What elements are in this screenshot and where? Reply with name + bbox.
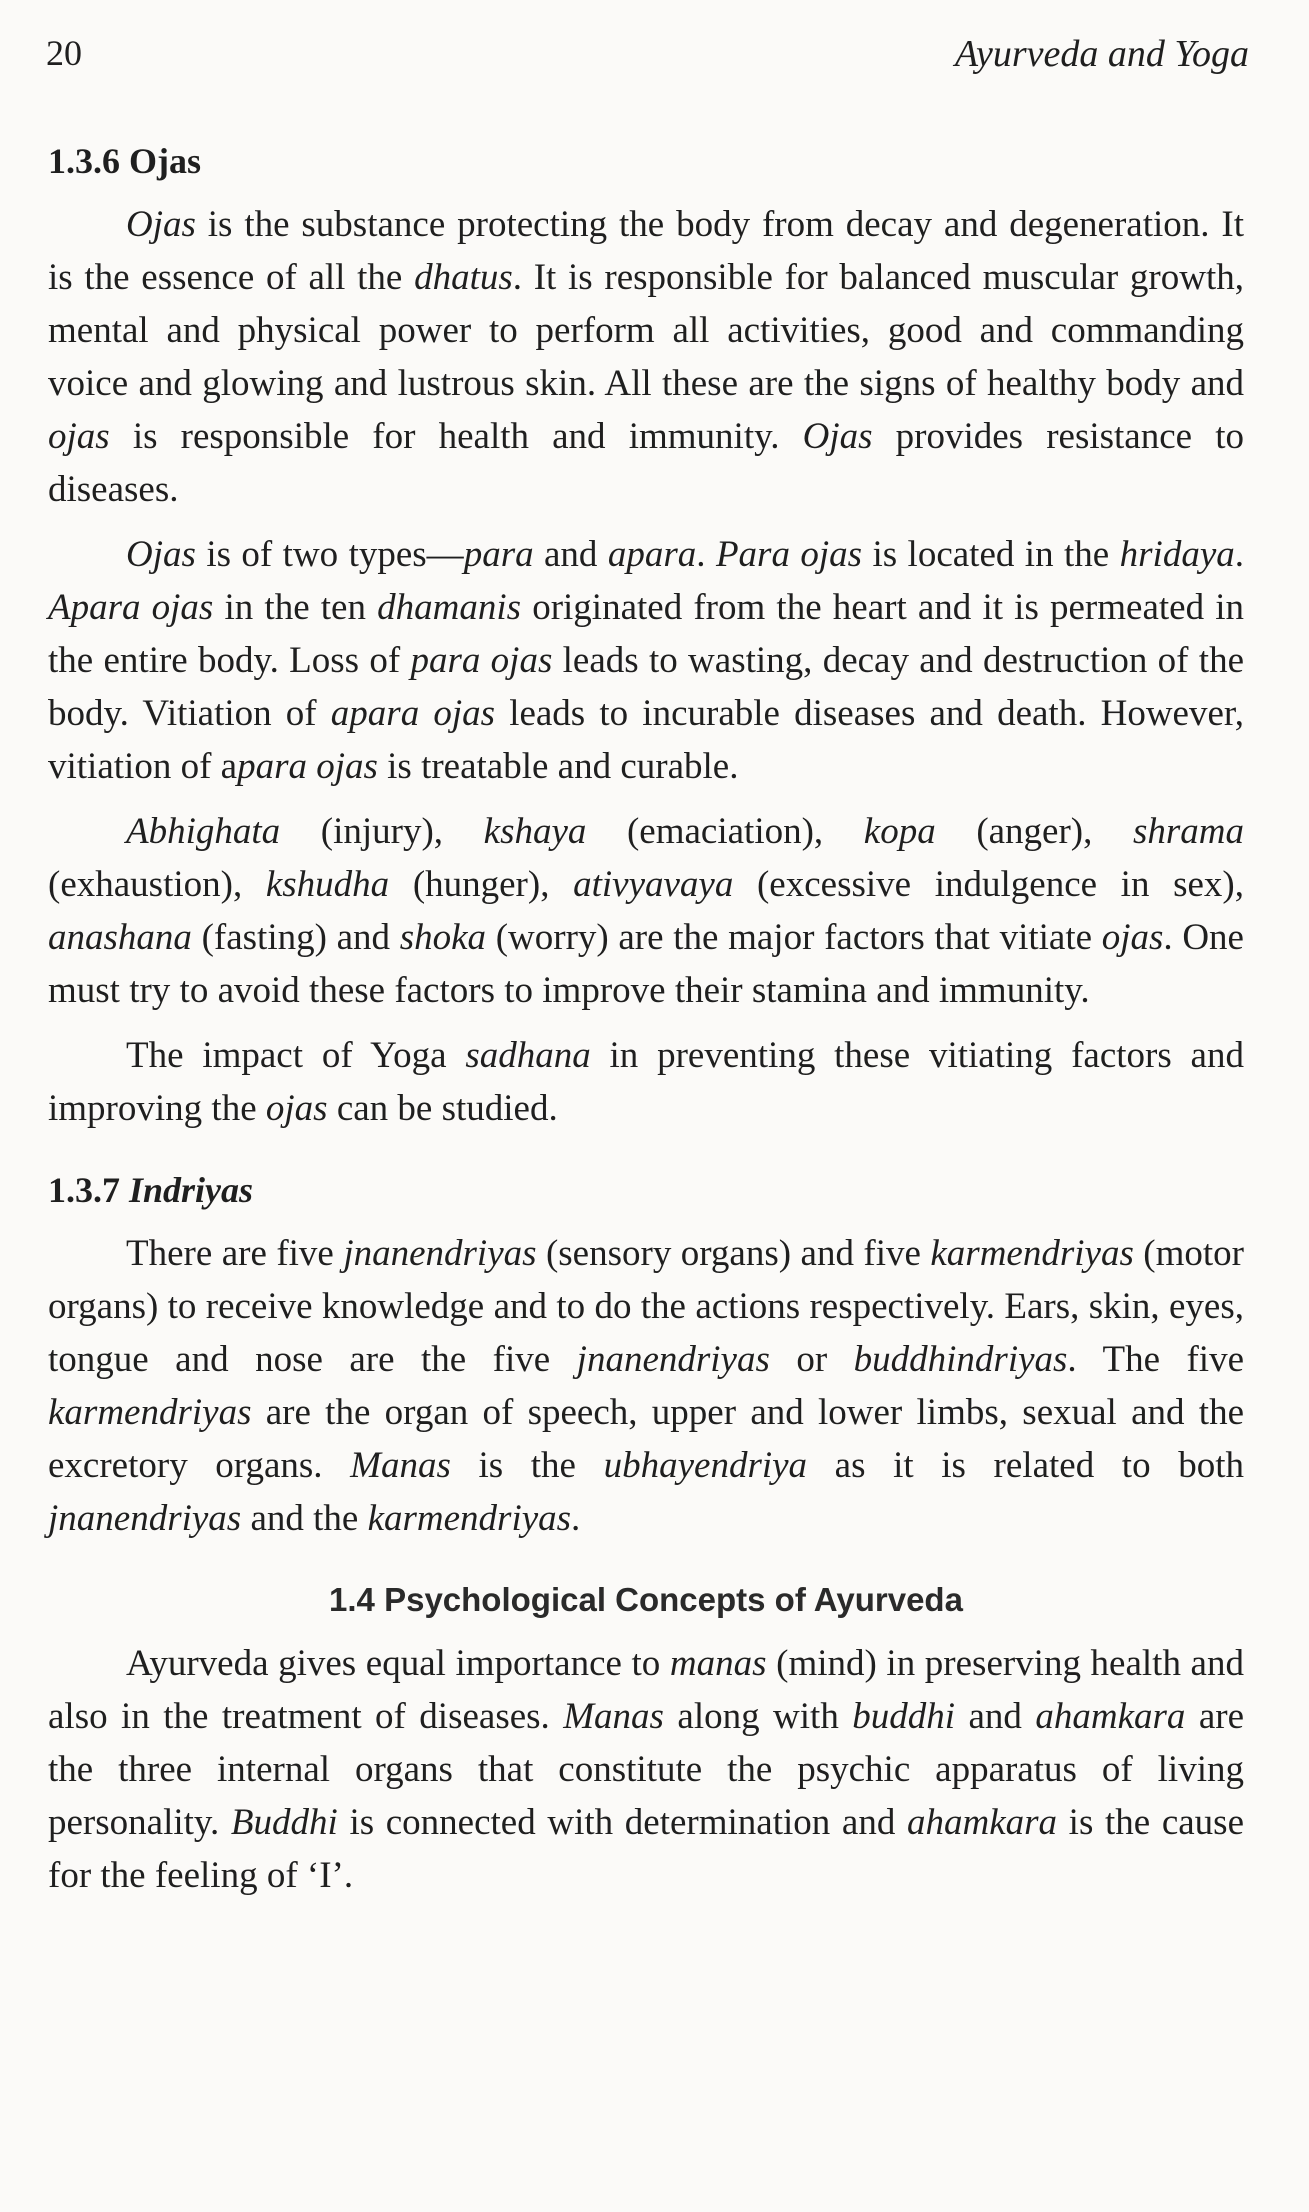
term: hridaya [1119,534,1235,575]
term: karmendriyas [48,1392,252,1433]
subsection-number: 1.3.7 [48,1170,120,1210]
term: Apara ojas [48,587,214,628]
term: karmendriyas [930,1233,1134,1274]
paragraph-ojas-factors [48,805,1244,1017]
term: jnanendriyas [343,1233,537,1274]
page-body [48,136,1244,1902]
term: anashana [48,917,192,958]
text-run: is responsible for health and immunity. [109,416,803,457]
text-run: is connected with determination and [337,1802,907,1843]
text-run: and the [241,1498,368,1539]
term: para [463,534,534,575]
text-run: is the cause for the feeling of ‘I’. [48,1802,1244,1896]
text-run: or [769,1339,854,1380]
text-run: in the ten [213,587,378,628]
term: manas [669,1643,767,1684]
subsection-number: 1.3.6 [48,141,120,181]
page-number: 20 [46,33,82,73]
term: sadhana [465,1035,591,1076]
term: Manas [350,1445,451,1486]
text-run: can be studied. [327,1088,558,1129]
text-run: are the organ of speech, upper and lower limbs, sexual and the excretory organs. [48,1392,1244,1486]
text-run: There are five [126,1233,344,1274]
term: ojas [48,416,110,457]
text-run: (anger), [935,811,1133,852]
term: buddhindriyas [853,1339,1068,1380]
subsection-heading-indriyas [48,1165,1244,1215]
term: jnanendriyas [576,1339,770,1380]
term: Manas [563,1696,664,1737]
term: karmendriyas [367,1498,572,1539]
text-run: (hunger), [389,864,574,905]
text-run: and [533,534,608,575]
paragraph-ojas-types [48,528,1244,793]
subsection-title: Ojas [129,141,201,181]
subsection-heading-ojas [48,136,1244,186]
term: ahamkara [906,1802,1058,1843]
text-run: is the substance protecting the body from decay and degeneration. It is the essence of all the [48,204,1244,298]
term: kopa [863,811,936,852]
term: Ojas [126,534,196,575]
text-run: in preventing these vitiating factors and improving the [48,1035,1244,1129]
section-heading-psychological-concepts: 1.4 Psychological Concepts of Ayurveda [329,1581,963,1618]
term: Para ojas [715,534,863,575]
text-run: (sensory organs) and five [536,1233,931,1274]
text-run: Ayurveda gives equal importance to [126,1643,670,1684]
term: ativyavaya [573,864,734,905]
text-run: is of two types— [195,534,464,575]
text-run: along with [663,1696,853,1737]
text-run: is the [450,1445,604,1486]
term: dhatus [414,257,513,298]
page-header [46,32,1249,82]
text-run: (mind) in preserving health and also in the treatment of diseases. [48,1643,1244,1737]
text-run: . [696,534,716,575]
term: para ojas [410,640,553,681]
paragraph-ojas-definition [48,198,1244,516]
text-run: originated from the heart and it is permeated in the entire body. Loss of [48,587,1244,681]
text-run: . The five [1067,1339,1244,1380]
paragraph-yoga-impact [48,1029,1244,1135]
running-title: Ayurveda and Yoga [954,33,1249,75]
term: ahamkara [1035,1696,1186,1737]
text-run: (injury), [280,811,484,852]
term: shrama [1132,811,1244,852]
text-run: as it is related to both [807,1445,1244,1486]
term: kshaya [483,811,587,852]
text-run: leads to incurable diseases and death. However, vitiation of a [48,693,1244,787]
text-run: is treatable and curable. [377,746,739,787]
text-run: is located in the [862,534,1120,575]
term: shoka [399,917,487,958]
text-run: and [955,1696,1036,1737]
term: buddhi [852,1696,956,1737]
text-run: are the three internal organs that constitute the psychic apparatus of living personality. [48,1696,1244,1843]
term: apara ojas [330,693,496,734]
term: Abhighata [126,811,281,852]
text-run: (excessive indulgence in sex), [733,864,1244,905]
text-run: (motor organs) to receive knowledge and to do the actions respectively. Ears, skin, eyes, tongue and nose are the five [48,1233,1244,1380]
text-run: (emaciation), [586,811,864,852]
text-run: leads to wasting, decay and destruction of the body. Vitiation of [48,640,1244,734]
text-run: (exhaustion), [48,864,266,905]
term: ojas [265,1088,328,1129]
term: apara [607,534,697,575]
term: dhamanis [377,587,522,628]
text-run: (fasting) and [191,917,400,958]
term: Ojas [802,416,873,457]
term: ubhayendriya [603,1445,808,1486]
text-run: . It is responsible for balanced muscular growth, mental and physical power to perform all activities, good and commanding voice and glowing and lustrous skin. All these are the signs of healthy body and [48,257,1244,404]
text-run: (worry) are the major factors that vitiate [486,917,1102,958]
term: kshudha [265,864,390,905]
text-run: provides resistance to diseases. [48,416,1244,510]
text-run: . [571,1498,581,1539]
text-run: . One must try to avoid these factors to improve their stamina and immunity. [48,917,1244,1011]
term: Ojas [126,204,196,245]
text-run: The impact of Yoga [126,1035,466,1076]
text-run: . [1234,534,1244,575]
term: para ojas [237,746,378,787]
paragraph-indriyas [48,1227,1244,1545]
subsection-title: Indriyas [129,1170,254,1210]
term: Buddhi [230,1802,338,1843]
term: ojas [1101,917,1164,958]
term: jnanendriyas [48,1498,242,1539]
paragraph-manas [48,1637,1244,1902]
